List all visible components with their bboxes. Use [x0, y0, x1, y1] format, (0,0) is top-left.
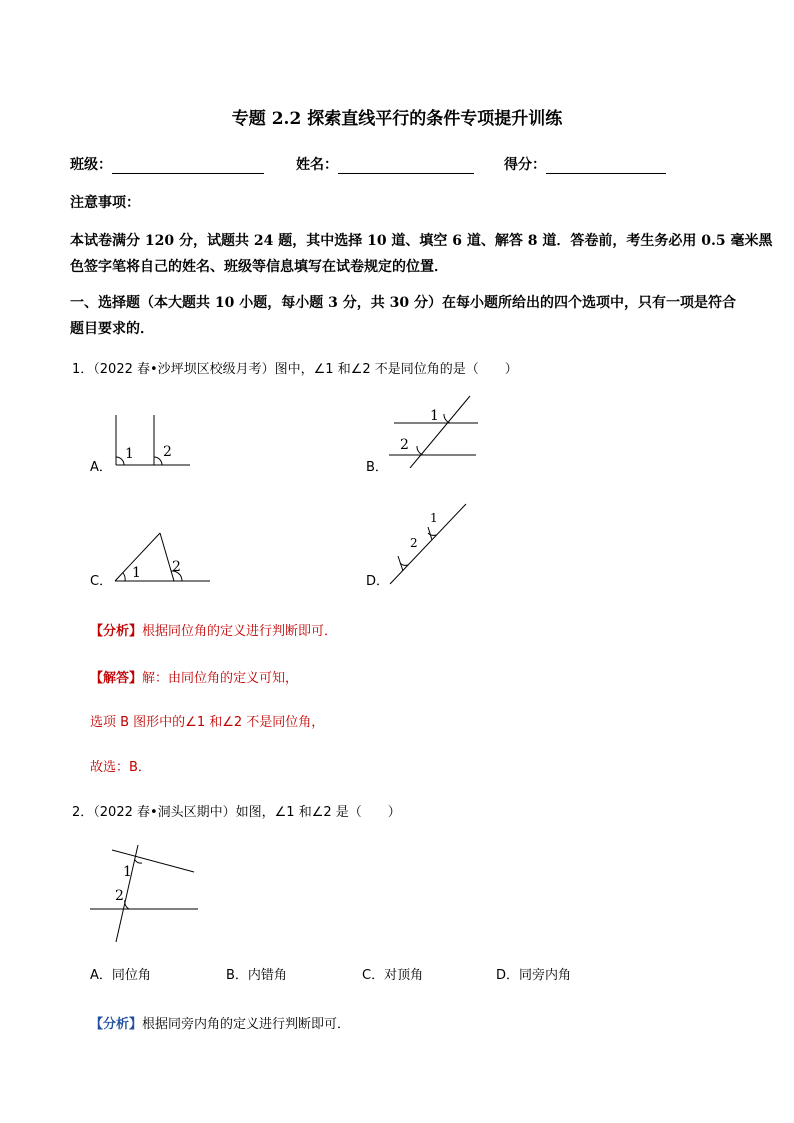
fig-d-angle-2-label: 2 [410, 536, 418, 550]
q1-answer-tag: 【解答】 [90, 671, 143, 686]
q1-figure-d [386, 500, 472, 588]
fig-b-angle-2-label: 2 [400, 437, 409, 453]
notice-line-2: 色签字笔将自己的姓名、班级等信息填写在试卷规定的位置． [70, 259, 448, 275]
q2-analysis-tag: 【分析】 [90, 1017, 143, 1032]
q2-analysis [90, 1013, 350, 1032]
class-field [70, 154, 264, 174]
q1-analysis-text: 根据同位角的定义进行判断即可． [142, 624, 338, 639]
fig-a-angle-2-label: 2 [163, 444, 172, 460]
q2-figure [88, 840, 200, 944]
q1-option-c-label[interactable]: C． [90, 574, 113, 589]
q1-answer-text-1: 解：由同位角的定义可知， [142, 671, 299, 686]
fig-c-angle-1-label: 1 [132, 565, 141, 581]
class-blank[interactable] [112, 159, 264, 174]
fig-b-angle-1-label: 1 [430, 408, 439, 424]
q2-option-c[interactable]: C．对顶角 [362, 968, 424, 983]
fig-c-angle-2-label: 2 [172, 559, 181, 575]
fig-a-angle-1-label: 1 [125, 446, 134, 462]
fig-d-angle-1-label: 1 [430, 511, 438, 525]
q1-figure-b [386, 394, 486, 468]
score-blank[interactable] [546, 159, 666, 174]
q1-answer [90, 667, 298, 686]
q1-answer-text-2: 选项 B 图形中的∠1 和∠2 不是同位角， [90, 715, 325, 730]
section-heading-line-2: 题目要求的． [70, 321, 154, 337]
notice-heading: 注意事项： [70, 195, 140, 211]
q2-analysis-text: 根据同旁内角的定义进行判断即可． [142, 1017, 351, 1032]
q1-option-b-label[interactable]: B． [366, 460, 388, 475]
q2-option-b[interactable]: B．内错角 [226, 968, 287, 983]
q1-option-a-label[interactable]: A． [90, 460, 112, 475]
question-2-stem: 2．（2022 春•洞头区期中）如图，∠1 和∠2 是（ ） [72, 805, 401, 820]
q2-option-d[interactable]: D．同旁内角 [496, 968, 572, 983]
q1-analysis [90, 620, 337, 639]
q1-answer-text-3: 故选：B． [90, 760, 151, 775]
q1-figure-a [108, 410, 198, 472]
section-heading-line-1: 一、选择题（本大题共 10 小题，每小题 3 分，共 30 分）在每小题所给出的四个选项中，只有一项是符合 [70, 295, 736, 311]
q2-fig-angle-1-label: 1 [123, 864, 132, 880]
score-label: 得分： [504, 157, 546, 173]
q2-fig-angle-2-label: 2 [115, 888, 124, 904]
score-field [504, 154, 666, 174]
question-1-stem: 1．（2022 春•沙坪坝区校级月考）图中，∠1 和∠2 不是同位角的是（ ） [72, 362, 518, 377]
q1-figure-c [112, 528, 212, 584]
notice-line-1: 本试卷满分 120 分，试题共 24 题，其中选择 10 道、填空 6 道、解答 8 道．答卷前，考生务必用 0.5 毫米黑 [70, 233, 773, 249]
q2-option-a[interactable]: A．同位角 [90, 968, 151, 983]
name-field [296, 154, 474, 174]
q1-option-d-label[interactable]: D． [366, 574, 390, 589]
page-title: 专题 2.2 探索直线平行的条件专项提升训练 [231, 109, 563, 129]
name-label: 姓名： [296, 157, 338, 173]
q1-analysis-tag: 【分析】 [90, 624, 143, 639]
name-blank[interactable] [338, 159, 474, 174]
class-label: 班级： [70, 157, 112, 173]
